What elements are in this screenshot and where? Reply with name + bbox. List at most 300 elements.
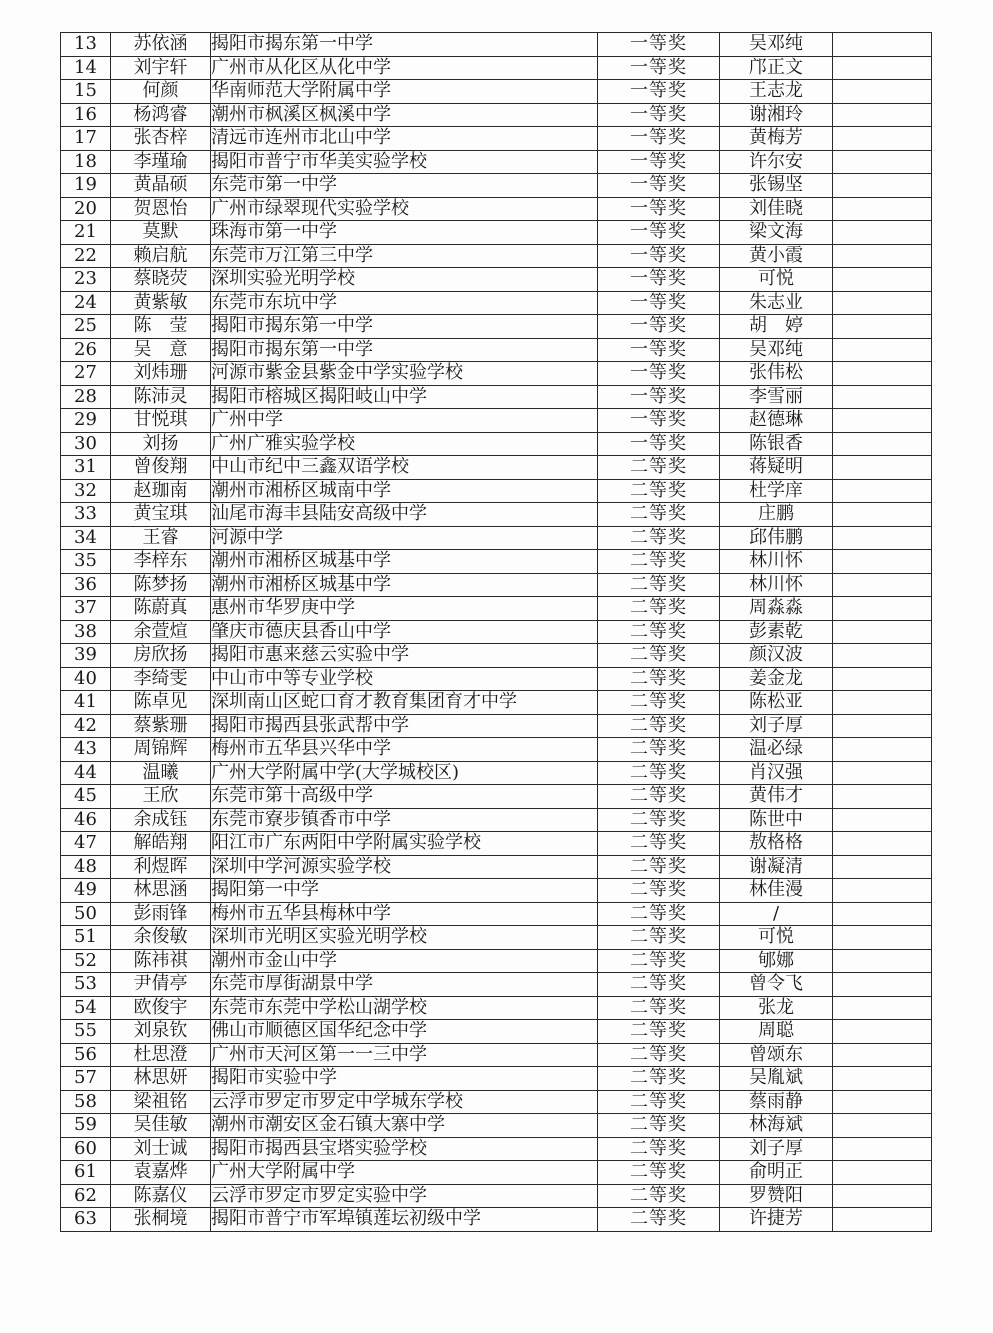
teacher-name: 曾颂东 (720, 1043, 833, 1067)
empty-cell (833, 503, 932, 527)
school-name: 中山市纪中三鑫双语学校 (211, 456, 598, 480)
table-row (61, 103, 932, 127)
award-level: 二等奖 (598, 620, 720, 644)
student-name: 袁嘉烨 (111, 1161, 211, 1185)
student-name: 苏依涵 (111, 33, 211, 57)
student-name: 陈梦扬 (111, 573, 211, 597)
student-name: 彭雨锋 (111, 902, 211, 926)
teacher-name: 杜学庠 (720, 479, 833, 503)
row-number: 41 (61, 691, 111, 715)
table-row (61, 738, 932, 762)
teacher-name: 黄梅芳 (720, 127, 833, 151)
award-level: 一等奖 (598, 127, 720, 151)
empty-cell (833, 973, 932, 997)
row-number: 17 (61, 127, 111, 151)
teacher-name: 肖汉强 (720, 761, 833, 785)
empty-cell (833, 996, 932, 1020)
row-number: 30 (61, 432, 111, 456)
teacher-name: 刘佳晓 (720, 197, 833, 221)
award-level: 二等奖 (598, 879, 720, 903)
table-row (61, 56, 932, 80)
school-name: 潮州市湘桥区城基中学 (211, 573, 598, 597)
student-name: 陈祎祺 (111, 949, 211, 973)
table-row (61, 127, 932, 151)
award-level: 一等奖 (598, 221, 720, 245)
school-name: 揭阳市揭西县宝塔实验学校 (211, 1137, 598, 1161)
student-name: 林思妍 (111, 1067, 211, 1091)
school-name: 揭阳市揭东第一中学 (211, 315, 598, 339)
table-row (61, 573, 932, 597)
table-row (61, 1137, 932, 1161)
award-level: 一等奖 (598, 268, 720, 292)
row-number: 59 (61, 1114, 111, 1138)
row-number: 58 (61, 1090, 111, 1114)
empty-cell (833, 1208, 932, 1232)
school-name: 阳江市广东两阳中学附属实验学校 (211, 832, 598, 856)
row-number: 48 (61, 855, 111, 879)
teacher-name: 林海斌 (720, 1114, 833, 1138)
award-level: 一等奖 (598, 315, 720, 339)
row-number: 22 (61, 244, 111, 268)
teacher-name: 梁文海 (720, 221, 833, 245)
school-name: 揭阳市揭西县张武帮中学 (211, 714, 598, 738)
school-name: 东莞市万江第三中学 (211, 244, 598, 268)
empty-cell (833, 550, 932, 574)
teacher-name: 庄鹏 (720, 503, 833, 527)
empty-cell (833, 221, 932, 245)
award-level: 二等奖 (598, 550, 720, 574)
award-level: 二等奖 (598, 479, 720, 503)
award-level: 二等奖 (598, 526, 720, 550)
table-row (61, 1090, 932, 1114)
teacher-name: 吴邓纯 (720, 338, 833, 362)
student-name: 张杏梓 (111, 127, 211, 151)
student-name: 温曦 (111, 761, 211, 785)
student-name: 尹倩亭 (111, 973, 211, 997)
table-row (61, 456, 932, 480)
award-level: 二等奖 (598, 1020, 720, 1044)
student-name: 陈蔚真 (111, 597, 211, 621)
school-name: 梅州市五华县兴华中学 (211, 738, 598, 762)
empty-cell (833, 808, 932, 832)
empty-cell (833, 56, 932, 80)
row-number: 34 (61, 526, 111, 550)
empty-cell (833, 103, 932, 127)
student-name: 刘炜珊 (111, 362, 211, 386)
award-level: 二等奖 (598, 1043, 720, 1067)
empty-cell (833, 855, 932, 879)
school-name: 深圳实验光明学校 (211, 268, 598, 292)
teacher-name: 黄伟才 (720, 785, 833, 809)
row-number: 40 (61, 667, 111, 691)
teacher-name: 许捷芳 (720, 1208, 833, 1232)
table-row (61, 291, 932, 315)
table-row (61, 503, 932, 527)
teacher-name: 刘子厚 (720, 714, 833, 738)
award-level: 二等奖 (598, 949, 720, 973)
row-number: 29 (61, 409, 111, 433)
table-row (61, 832, 932, 856)
teacher-name: 谢湘玲 (720, 103, 833, 127)
school-name: 河源中学 (211, 526, 598, 550)
empty-cell (833, 644, 932, 668)
table-row (61, 761, 932, 785)
teacher-name: 林川怀 (720, 550, 833, 574)
student-name: 杨鸿睿 (111, 103, 211, 127)
empty-cell (833, 1020, 932, 1044)
student-name: 刘宇轩 (111, 56, 211, 80)
school-name: 深圳中学河源实验学校 (211, 855, 598, 879)
row-number: 44 (61, 761, 111, 785)
award-level: 二等奖 (598, 644, 720, 668)
row-number: 20 (61, 197, 111, 221)
student-name: 房欣扬 (111, 644, 211, 668)
table-row (61, 150, 932, 174)
student-name: 甘悦琪 (111, 409, 211, 433)
award-level: 一等奖 (598, 197, 720, 221)
school-name: 揭阳第一中学 (211, 879, 598, 903)
table-row (61, 879, 932, 903)
table-row (61, 949, 932, 973)
award-level: 二等奖 (598, 785, 720, 809)
row-number: 33 (61, 503, 111, 527)
teacher-name: 彭素乾 (720, 620, 833, 644)
student-name: 张桐境 (111, 1208, 211, 1232)
school-name: 中山市中等专业学校 (211, 667, 598, 691)
empty-cell (833, 1067, 932, 1091)
table-row (61, 550, 932, 574)
empty-cell (833, 902, 932, 926)
teacher-name: 郇娜 (720, 949, 833, 973)
row-number: 43 (61, 738, 111, 762)
teacher-name: 可悦 (720, 268, 833, 292)
award-level: 二等奖 (598, 1184, 720, 1208)
teacher-name: 林佳漫 (720, 879, 833, 903)
row-number: 14 (61, 56, 111, 80)
student-name: 黄宝琪 (111, 503, 211, 527)
student-name: 解皓翔 (111, 832, 211, 856)
empty-cell (833, 409, 932, 433)
school-name: 惠州市华罗庚中学 (211, 597, 598, 621)
school-name: 梅州市五华县梅林中学 (211, 902, 598, 926)
table-row (61, 33, 932, 57)
row-number: 52 (61, 949, 111, 973)
award-level: 二等奖 (598, 902, 720, 926)
school-name: 潮州市湘桥区城南中学 (211, 479, 598, 503)
award-level: 二等奖 (598, 973, 720, 997)
teacher-name: 赵德琳 (720, 409, 833, 433)
award-level: 二等奖 (598, 456, 720, 480)
school-name: 河源市紫金县紫金中学实验学校 (211, 362, 598, 386)
table-row (61, 597, 932, 621)
empty-cell (833, 879, 932, 903)
award-level: 一等奖 (598, 362, 720, 386)
empty-cell (833, 785, 932, 809)
award-level: 一等奖 (598, 103, 720, 127)
empty-cell (833, 432, 932, 456)
school-name: 深圳南山区蛇口育才教育集团育才中学 (211, 691, 598, 715)
teacher-name: 黄小霞 (720, 244, 833, 268)
empty-cell (833, 832, 932, 856)
empty-cell (833, 691, 932, 715)
empty-cell (833, 479, 932, 503)
empty-cell (833, 714, 932, 738)
row-number: 16 (61, 103, 111, 127)
school-name: 揭阳市惠来慈云实验中学 (211, 644, 598, 668)
award-level: 一等奖 (598, 409, 720, 433)
student-name: 王睿 (111, 526, 211, 550)
teacher-name: 罗赞阳 (720, 1184, 833, 1208)
student-name: 利煜晖 (111, 855, 211, 879)
school-name: 揭阳市揭东第一中学 (211, 33, 598, 57)
table-row (61, 996, 932, 1020)
student-name: 刘泉钦 (111, 1020, 211, 1044)
empty-cell (833, 150, 932, 174)
student-name: 李绮雯 (111, 667, 211, 691)
school-name: 广州市绿翠现代实验学校 (211, 197, 598, 221)
row-number: 54 (61, 996, 111, 1020)
student-name: 赵珈南 (111, 479, 211, 503)
table-row (61, 1043, 932, 1067)
table-row (61, 667, 932, 691)
row-number: 51 (61, 926, 111, 950)
student-name: 刘扬 (111, 432, 211, 456)
teacher-name: 邝正文 (720, 56, 833, 80)
table-row (61, 714, 932, 738)
table-row (61, 362, 932, 386)
school-name: 佛山市顺德区国华纪念中学 (211, 1020, 598, 1044)
teacher-name: / (720, 902, 833, 926)
school-name: 揭阳市揭东第一中学 (211, 338, 598, 362)
row-number: 25 (61, 315, 111, 339)
award-level: 二等奖 (598, 597, 720, 621)
teacher-name: 姜金龙 (720, 667, 833, 691)
row-number: 50 (61, 902, 111, 926)
school-name: 东莞市第十高级中学 (211, 785, 598, 809)
teacher-name: 张伟松 (720, 362, 833, 386)
empty-cell (833, 1184, 932, 1208)
table-row (61, 644, 932, 668)
table-row (61, 855, 932, 879)
table-row (61, 526, 932, 550)
student-name: 王欣 (111, 785, 211, 809)
table-row (61, 432, 932, 456)
student-name: 余俊敏 (111, 926, 211, 950)
empty-cell (833, 268, 932, 292)
award-level: 二等奖 (598, 1090, 720, 1114)
row-number: 18 (61, 150, 111, 174)
row-number: 13 (61, 33, 111, 57)
student-name: 李瑾瑜 (111, 150, 211, 174)
table-row (61, 1114, 932, 1138)
table-row (61, 926, 932, 950)
student-name: 李梓东 (111, 550, 211, 574)
student-name: 莫默 (111, 221, 211, 245)
award-level: 一等奖 (598, 385, 720, 409)
empty-cell (833, 738, 932, 762)
teacher-name: 吴邓纯 (720, 33, 833, 57)
teacher-name: 吴胤斌 (720, 1067, 833, 1091)
empty-cell (833, 926, 932, 950)
student-name: 陈沛灵 (111, 385, 211, 409)
table-row (61, 808, 932, 832)
teacher-name: 张锡坚 (720, 174, 833, 198)
empty-cell (833, 385, 932, 409)
row-number: 39 (61, 644, 111, 668)
row-number: 35 (61, 550, 111, 574)
row-number: 36 (61, 573, 111, 597)
teacher-name: 俞明正 (720, 1161, 833, 1185)
empty-cell (833, 1043, 932, 1067)
row-number: 37 (61, 597, 111, 621)
teacher-name: 周淼淼 (720, 597, 833, 621)
award-level: 一等奖 (598, 80, 720, 104)
school-name: 广州市天河区第一一三中学 (211, 1043, 598, 1067)
empty-cell (833, 597, 932, 621)
award-level: 二等奖 (598, 855, 720, 879)
table-row (61, 244, 932, 268)
teacher-name: 陈松亚 (720, 691, 833, 715)
student-name: 吴佳敏 (111, 1114, 211, 1138)
student-name: 陈卓见 (111, 691, 211, 715)
row-number: 61 (61, 1161, 111, 1185)
empty-cell (833, 315, 932, 339)
school-name: 潮州市金山中学 (211, 949, 598, 973)
school-name: 潮州市枫溪区枫溪中学 (211, 103, 598, 127)
award-level: 二等奖 (598, 1137, 720, 1161)
row-number: 56 (61, 1043, 111, 1067)
empty-cell (833, 1161, 932, 1185)
school-name: 云浮市罗定市罗定实验中学 (211, 1184, 598, 1208)
award-level: 一等奖 (598, 56, 720, 80)
school-name: 揭阳市普宁市华美实验学校 (211, 150, 598, 174)
row-number: 23 (61, 268, 111, 292)
award-level: 二等奖 (598, 1208, 720, 1232)
table-row (61, 1067, 932, 1091)
empty-cell (833, 338, 932, 362)
teacher-name: 颜汉波 (720, 644, 833, 668)
teacher-name: 许尔安 (720, 150, 833, 174)
table-row (61, 1161, 932, 1185)
school-name: 东莞市寮步镇香市中学 (211, 808, 598, 832)
table-row (61, 1184, 932, 1208)
student-name: 蔡紫珊 (111, 714, 211, 738)
award-level: 一等奖 (598, 244, 720, 268)
table-row (61, 174, 932, 198)
table-row (61, 785, 932, 809)
table-row (61, 315, 932, 339)
school-name: 广州大学附属中学(大学城校区) (211, 761, 598, 785)
table-row (61, 80, 932, 104)
student-name: 梁祖铭 (111, 1090, 211, 1114)
row-number: 62 (61, 1184, 111, 1208)
student-name: 赖启航 (111, 244, 211, 268)
student-name: 黄晶硕 (111, 174, 211, 198)
school-name: 潮州市湘桥区城基中学 (211, 550, 598, 574)
award-level: 二等奖 (598, 761, 720, 785)
teacher-name: 周聪 (720, 1020, 833, 1044)
empty-cell (833, 456, 932, 480)
award-list-table (60, 32, 932, 1232)
empty-cell (833, 1114, 932, 1138)
table-row (61, 620, 932, 644)
teacher-name: 刘子厚 (720, 1137, 833, 1161)
table-row (61, 1208, 932, 1232)
row-number: 42 (61, 714, 111, 738)
row-number: 45 (61, 785, 111, 809)
empty-cell (833, 80, 932, 104)
teacher-name: 谢凝清 (720, 855, 833, 879)
table-row (61, 221, 932, 245)
student-name: 陈 莹 (111, 315, 211, 339)
award-level: 二等奖 (598, 667, 720, 691)
award-level: 二等奖 (598, 691, 720, 715)
award-level: 一等奖 (598, 338, 720, 362)
row-number: 27 (61, 362, 111, 386)
teacher-name: 蔡雨静 (720, 1090, 833, 1114)
student-name: 周锦辉 (111, 738, 211, 762)
empty-cell (833, 291, 932, 315)
teacher-name: 李雪丽 (720, 385, 833, 409)
row-number: 28 (61, 385, 111, 409)
award-level: 二等奖 (598, 714, 720, 738)
row-number: 60 (61, 1137, 111, 1161)
table-row (61, 902, 932, 926)
row-number: 24 (61, 291, 111, 315)
school-name: 汕尾市海丰县陆安高级中学 (211, 503, 598, 527)
empty-cell (833, 362, 932, 386)
empty-cell (833, 197, 932, 221)
school-name: 东莞市厚街湖景中学 (211, 973, 598, 997)
student-name: 林思涵 (111, 879, 211, 903)
table-row (61, 338, 932, 362)
empty-cell (833, 1137, 932, 1161)
school-name: 广州广雅实验学校 (211, 432, 598, 456)
teacher-name: 王志龙 (720, 80, 833, 104)
teacher-name: 邱伟鹏 (720, 526, 833, 550)
teacher-name: 可悦 (720, 926, 833, 950)
row-number: 46 (61, 808, 111, 832)
table-row (61, 268, 932, 292)
award-level: 一等奖 (598, 33, 720, 57)
student-name: 曾俊翔 (111, 456, 211, 480)
row-number: 31 (61, 456, 111, 480)
teacher-name: 朱志业 (720, 291, 833, 315)
award-level: 一等奖 (598, 291, 720, 315)
school-name: 云浮市罗定市罗定中学城东学校 (211, 1090, 598, 1114)
student-name: 黄紫敏 (111, 291, 211, 315)
empty-cell (833, 761, 932, 785)
student-name: 何颜 (111, 80, 211, 104)
table-body (61, 33, 932, 1232)
row-number: 53 (61, 973, 111, 997)
teacher-name: 温必绿 (720, 738, 833, 762)
award-level: 二等奖 (598, 832, 720, 856)
award-level: 一等奖 (598, 150, 720, 174)
student-name: 刘士诚 (111, 1137, 211, 1161)
row-number: 55 (61, 1020, 111, 1044)
student-name: 欧俊宇 (111, 996, 211, 1020)
row-number: 47 (61, 832, 111, 856)
school-name: 华南师范大学附属中学 (211, 80, 598, 104)
empty-cell (833, 1090, 932, 1114)
table-row (61, 973, 932, 997)
school-name: 广州市从化区从化中学 (211, 56, 598, 80)
school-name: 揭阳市榕城区揭阳岐山中学 (211, 385, 598, 409)
empty-cell (833, 573, 932, 597)
award-level: 二等奖 (598, 926, 720, 950)
empty-cell (833, 33, 932, 57)
